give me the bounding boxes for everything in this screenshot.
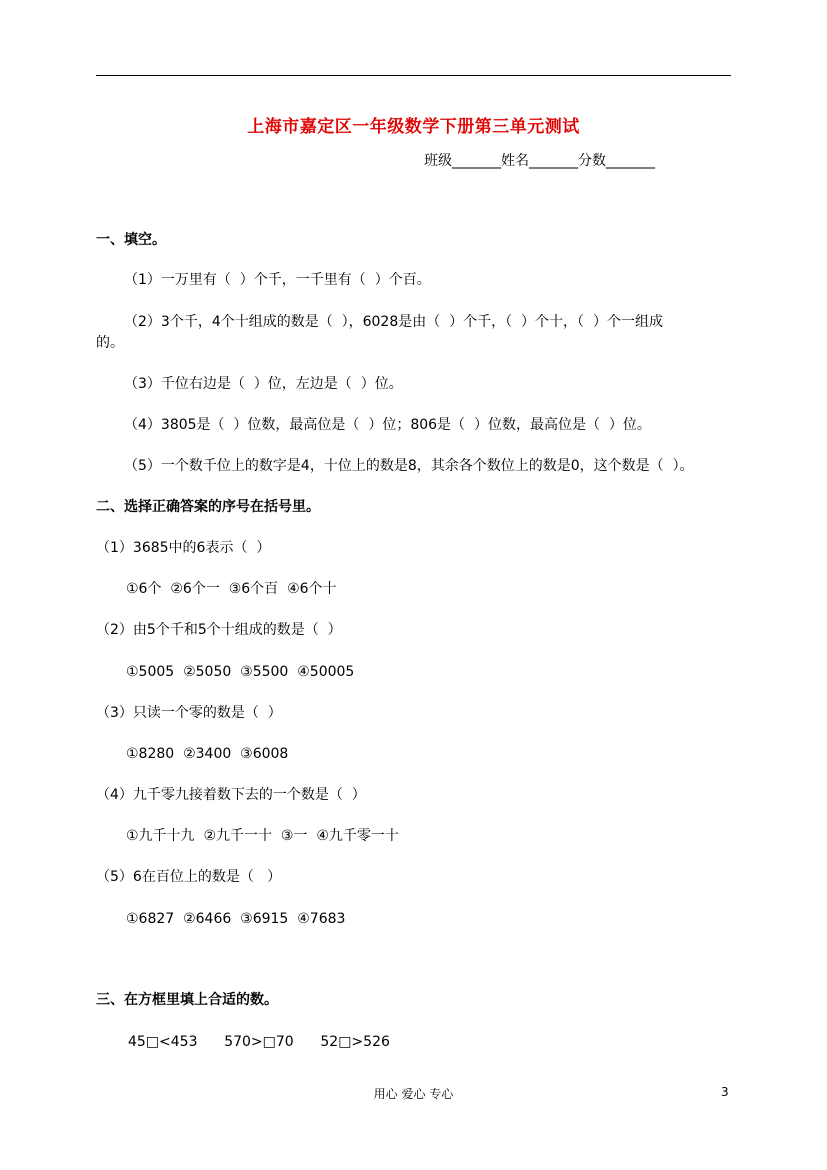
student-info-line: 班级_______姓名_______分数_______ bbox=[424, 153, 655, 169]
page-title: 上海市嘉定区一年级数学下册第三单元测试 bbox=[247, 117, 580, 137]
section1-question-1: （1）一万里有（ ）个千，一千里有（ ）个百。 bbox=[124, 272, 431, 288]
section3-items: 45□<453 570>□70 52□>526 bbox=[128, 1034, 390, 1050]
header-rule bbox=[96, 75, 731, 76]
footer-motto: 用心 爱心 专心 bbox=[373, 1087, 454, 1101]
section2-question-1-options: ①6个 ②6个一 ③6个百 ④6个十 bbox=[126, 581, 337, 597]
section2-question-2-options: ①5005 ②5050 ③5500 ④50005 bbox=[126, 664, 355, 680]
section2-question-5: （5）6在百位上的数是（ ） bbox=[96, 869, 282, 885]
section3-heading: 三、在方框里填上合适的数。 bbox=[96, 992, 278, 1008]
section1-question-2-continued: 的。 bbox=[96, 335, 124, 351]
page-number: 3 bbox=[721, 1085, 729, 1099]
section2-question-4: （4）九千零九接着数下去的一个数是（ ） bbox=[96, 787, 366, 803]
section2-heading: 二、选择正确答案的序号在括号里。 bbox=[96, 499, 320, 515]
section1-question-5: （5）一个数千位上的数字是4，十位上的数是8，其余各个数位上的数是0，这个数是（ ）。 bbox=[124, 458, 694, 474]
section2-question-5-options: ①6827 ②6466 ③6915 ④7683 bbox=[126, 911, 346, 927]
section1-question-2: （2）3个千，4个十组成的数是（ ），6028是由（ ）个千，（ ）个十，（ ）个一组成 bbox=[124, 314, 663, 330]
section1-question-4: （4）3805是（ ）位数，最高位是（ ）位；806是（ ）位数，最高位是（ ）位。 bbox=[124, 417, 651, 433]
section2-question-2: （2）由5个千和5个十组成的数是（ ） bbox=[96, 622, 342, 638]
section2-question-3-options: ①8280 ②3400 ③6008 bbox=[126, 746, 289, 762]
section2-question-4-options: ①九千十九 ②九千一十 ③一 ④九千零一十 bbox=[126, 828, 399, 844]
section1-heading: 一、填空。 bbox=[96, 232, 166, 248]
section2-question-3: （3）只读一个零的数是（ ） bbox=[96, 705, 282, 721]
section1-question-3: （3）千位右边是（ ）位，左边是（ ）位。 bbox=[124, 376, 403, 392]
section2-question-1: （1）3685中的6表示（ ） bbox=[96, 540, 271, 556]
